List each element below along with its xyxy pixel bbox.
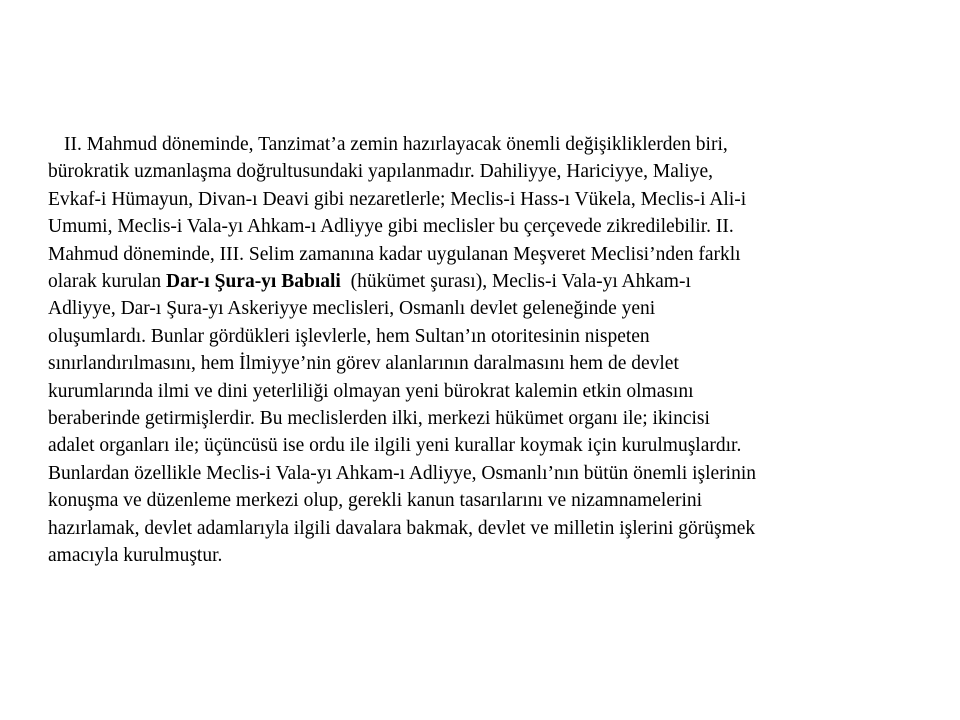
paragraph-line: amacıyla kurulmuştur.	[48, 545, 223, 567]
line-text: II. Mahmud döneminde, Tanzimat’a zemin hazırlayacak önemli değişikliklerden biri,	[64, 134, 728, 155]
paragraph-line: oluşumlardı. Bunlar gördükleri işlevlerle, hem Sultan’ın otoritesinin nispeten	[48, 325, 650, 347]
paragraph-line	[48, 131, 908, 158]
paragraph-line	[48, 268, 908, 295]
paragraph-line: beraberinde getirmişlerdir. Bu meclislerden ilki, merkezi hükümet organı ile; ikincisi	[48, 408, 710, 430]
paragraph-line: Umumi, Meclis-i Vala-yı Ahkam-ı Adliyye gibi meclisler bu çerçevede zikredilebilir. II.	[48, 216, 734, 238]
paragraph-line: konuşma ve düzenleme merkezi olup, gerekli kanun tasarılarını ve nizamnamelerini	[48, 490, 703, 512]
body-paragraph	[48, 131, 908, 570]
paragraph-line: Mahmud döneminde, III. Selim zamanına kadar uygulanan Meşveret Meclisi’nden farklı	[48, 243, 741, 265]
paragraph-line: Evkaf-i Hümayun, Divan-ı Deavi gibi nezaretlerle; Meclis-i Hass-ı Vükela, Meclis-i Ali-i	[48, 188, 747, 210]
paragraph-line: bürokratik uzmanlaşma doğrultusundaki yapılanmadır. Dahiliyye, Hariciyye, Maliye,	[48, 161, 713, 183]
paragraph-line: hazırlamak, devlet adamlarıyla ilgili davalara bakmak, devlet ve milletin işlerini görüşmek	[48, 517, 756, 539]
paragraph-line: kurumlarında ilmi ve dini yeterliliği olmayan yeni bürokrat kalemin etkin olmasını	[48, 380, 694, 402]
paragraph-line: sınırlandırılmasını, hem İlmiyye’nin görev alanlarının daralmasını hem de devlet	[48, 353, 679, 375]
bold-term-dar-i-sura: Dar-ı Şura-yı Babıali	[166, 271, 341, 293]
line-text-before: olarak kurulan	[48, 271, 167, 293]
paragraph-line: Bunlardan özellikle Meclis-i Vala-yı Ahkam-ı Adliyye, Osmanlı’nın bütün önemli işlerinin	[48, 462, 757, 484]
paragraph-line: adalet organları ile; üçüncüsü ise ordu ile ilgili yeni kurallar koymak için kurulmuşlardır.	[48, 435, 742, 457]
paragraph-line: Adliyye, Dar-ı Şura-yı Askeriyye meclisleri, Osmanlı devlet geleneğinde yeni	[48, 298, 656, 320]
line-text-after: (hükümet şurası), Meclis-i Vala-yı Ahkam-ı	[340, 271, 691, 293]
